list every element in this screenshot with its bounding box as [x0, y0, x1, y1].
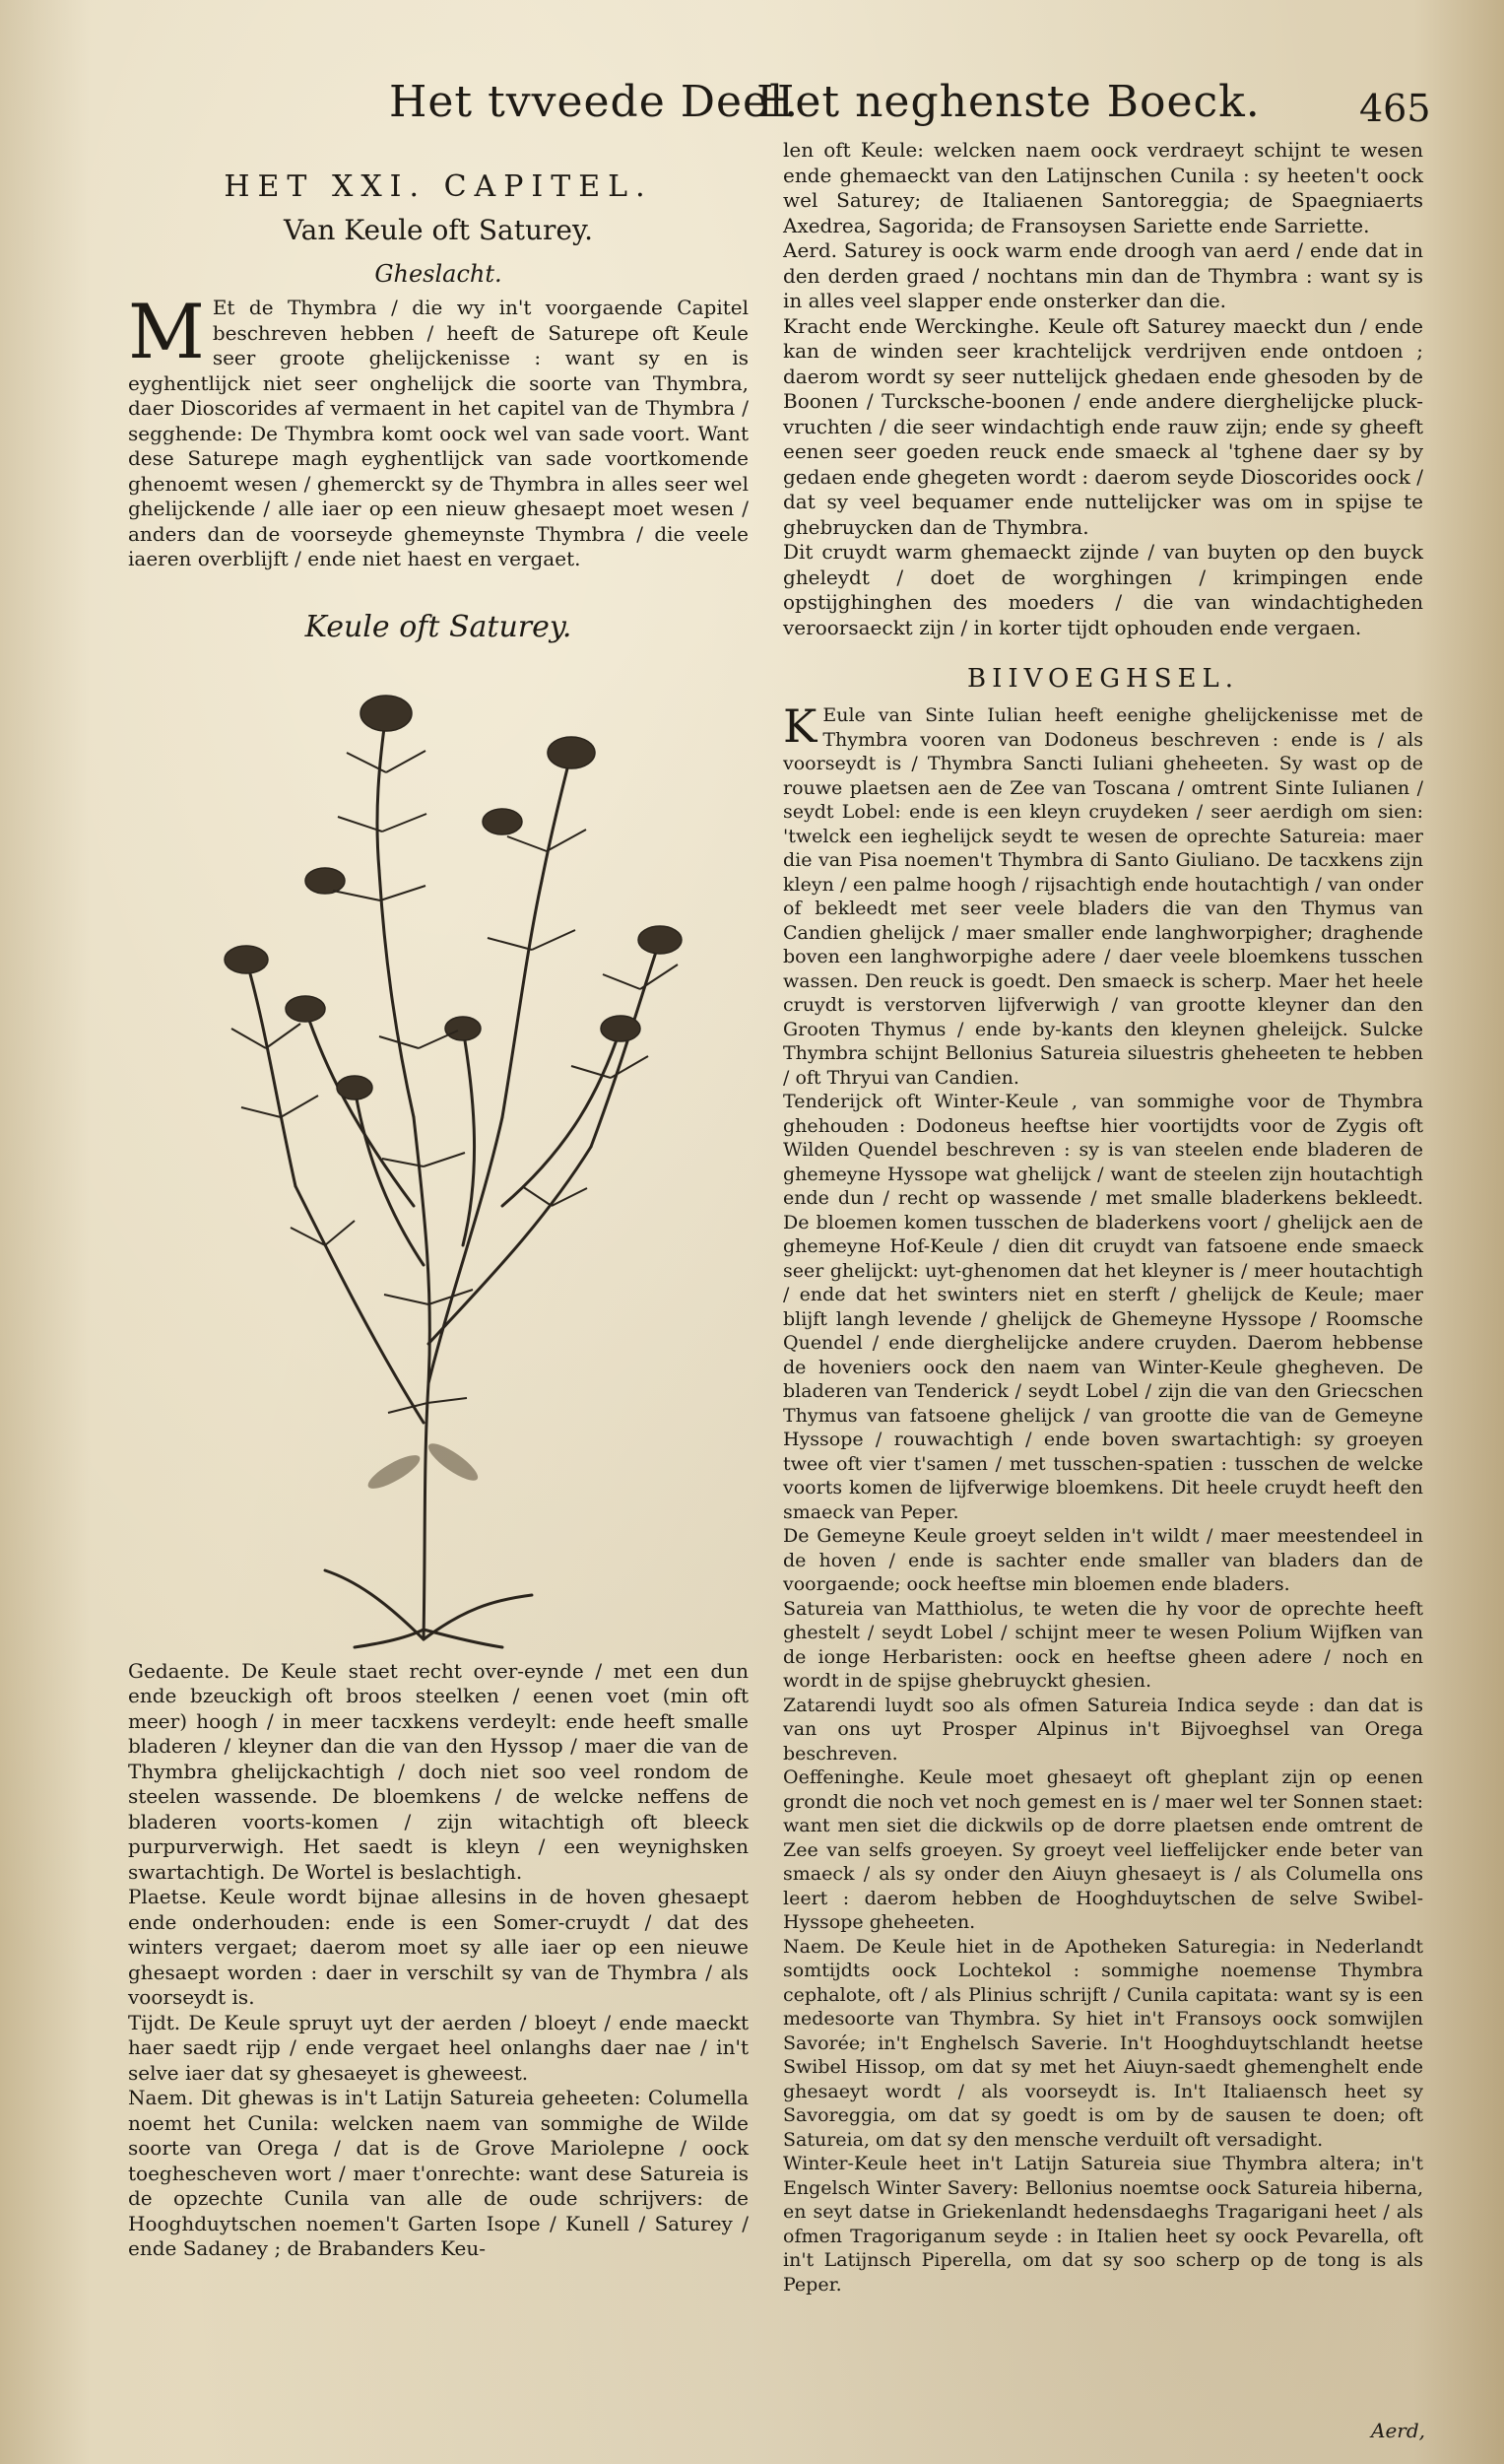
- running-header: [0, 77, 1504, 136]
- header-part-title: Het tvveede Deel.: [389, 77, 800, 127]
- bijvoeghsel-paragraph-5: Zatarendi luydt soo als ofmen Satureia Indica seyde : dan dat is van ons uyt Prosper Alpinus in't Bijvoeghsel van Orega beschreven.: [783, 1694, 1423, 1765]
- chapter-subtitle: Van Keule oft Saturey.: [284, 214, 593, 246]
- section-heading-geslacht: Gheslacht.: [374, 260, 502, 288]
- savory-plant-image: [128, 654, 749, 1649]
- left-lower-text: [128, 1659, 749, 2262]
- paragraph-naem: Naem. Dit ghewas is in't Latijn Satureia geheeten: Columella noemt het Cunila: welcken naem van sommighe de Wilde soorte van Orega / dat is de Grove Mariolepne / oock toeghescheven wort / maer t'onrechte: want dese Satureia is de opzechte Cunila van alle de oude schrijvers: de Hooghduytschen noemen't Garten Isope / Kunell / Saturey / ende Sadaney ; de Brabanders Keu-: [128, 2086, 749, 2260]
- section-heading-bijvoeghsel: BIIVOEGHSEL.: [966, 664, 1240, 694]
- bijvoeghsel-paragraph-2: Tenderijck oft Winter-Keule , van sommighe voor de Thymbra ghehouden : Dodoneus heeftse hier voortijdts voor de Zygis oft Wilden Quendel beschreven : sy is van steelen ende bladeren de ghemeyne Hyssope wat ghelijck / want de steelen zijn houtachtigh ende dun / recht op wassende / met smalle bladerkens bekleedt. De bloemen komen tusschen de bladerkens voort / ghelijck aen de ghemeyne Hof-Keule / dien dit cruydt van fatsoene ende smaeck seer ghelijckt: uyt-ghenomen dat het kleyner is / meer houtachtigh / ende dat het swinters niet en sterft / ghelijck de Keule; maer blijft langh levende / ghelijck de Ghemeyne Hyssope / Roomsche Quendel / ende dierghelijcke andere cruyden. Daerom hebbense de hoveniers oock den naem van Winter-Keule ghegheven. De bladeren van Tenderick / seydt Lobel / zijn die van den Griecschen Thymus van fatsoene ghelijck / van grootte die van de Gemeyne Hyssope / rouwachtigh / ende boven swartachtigh: sy groeyen twee oft vier t'samen / met tusschen-spatien : tusschen de welcke voorts komen de lijfverwige bloemkens. Dit heele cruydt heeft den smaeck van Peper.: [783, 1091, 1423, 1523]
- intro-paragraph: [128, 288, 749, 572]
- bijvoeghsel-paragraph-3: De Gemeyne Keule groeyt selden in't wildt / maer meestendeel in de hoven / ende is sachter ende smaller van bladers dan de voorgaende; oock heeftse min bloemen ende bladers.: [783, 1525, 1423, 1595]
- right-column: [783, 138, 1423, 2297]
- paragraph-kracht: Kracht ende Werckinghe. Keule oft Saturey maeckt dun / ende kan de winden seer krachtelijck verdrijven ende ontdoen ; daerom wordt sy seer nuttelijck ghedaen ende ghesoden by de Boonen / Turcksche-boonen / ende andere dierghelijcke pluck-vruchten / die seer windachtigh ende rauw zijn; ende sy gheeft eenen seer goeden reuck ende smaeck al 'tghene daer sy by gedaen ende ghegeten wordt : daerom seyde Dioscorides oock / dat sy veel bequamer ende nuttelijcker was om in spijse te ghebruycken dan de Thymbra.: [783, 313, 1424, 539]
- paragraph-tijdt: Tijdt. De Keule spruyt uyt der aerden / bloeyt / ende maeckt haer saedt rijp / ende vergaet heel onlanghs daer nae / in't selve iaer dat sy ghesaeyet is gheweest.: [128, 2010, 749, 2085]
- bijvoeghsel-paragraph-4: Satureia van Matthiolus, te weten die hy voor de oprechte heeft ghestelt / seydt Lobel / schijnt meer te wesen Polium Wijfken van de ionge Herbaristen: oock en heeftse gheen adere / noch en wordt in de spijse ghebruyckt ghesien.: [783, 1597, 1423, 1692]
- page-number: 465: [1359, 87, 1431, 130]
- bijvoeghsel-paragraph-1: [783, 699, 1423, 1090]
- intro-text: Et de Thymbra / die wy in't voorgaende Capitel beschreven hebben / heeft de Saturepe oft Keule seer groote ghelijckenisse : want sy en is eyghentlijck niet seer onghelijck die soorte van Thymbra, daer Dioscorides af vermaent in het capitel van de Thymbra / segghende: De Thymbra komt oock wel van sade voort. Want dese Saturepe magh eyghentlijck van sade voortkomende ghenoemt wesen / ghemerckt sy de Thymbra in alles seer wel ghelijckende / alle iaer op een nieuw ghesaept moet wesen / anders dan de voorseyde ghemeynste Thymbra / die veele iaeren overblijft / ende niet haest en vergaet.: [128, 296, 749, 570]
- paragraph-aerd: Aerd. Saturey is oock warm ende droogh van aerd / ende dat in den derden graed / nochtans min dan de Thymbra : want sy is in alles veel slapper ende onsterker dan die.: [783, 238, 1423, 312]
- bijvoeghsel-paragraph-7: Naem. De Keule hiet in de Apotheken Saturegia: in Nederlandt somtijdts oock Lochtekol : sommighe noemense Thymbra cephalote, oft / als Plinius schrijft / Cunila capitata: want sy is een medesoorte van Thymbra. Sy hiet in't Fransoys oock somwijlen Savorée; in't Enghelsch Saverie. In't Hooghduytschlandt heetse Swibel Hissop, om dat sy met het Aiuyn-saedt ghemenghelt ende ghesaeyt wordt / als voorseydt is. In't Italiaensch heet sy Savoreggia, om dat sy goedt is om by de sausen te doen; oft Satureia, om dat sy den mensche verduilt oft versadight.: [783, 1935, 1423, 2151]
- paragraph-continued: len oft Keule: welcken naem oock verdraeyt schijnt te wesen ende ghemaeckt van den Latijnschen Cunila : sy heeten't oock wel Saturey; de Italiaenen Santoreggia; de Spaegniaerts Axedrea, Sagorida; de Fransoysen Sariette ende Sarriette.: [783, 138, 1423, 237]
- bijvoeghsel-paragraph-8: Winter-Keule heet in't Latijn Satureia siue Thymbra altera; in't Engelsch Winter Savery: Bellonius noemtse oock Satureia hiberna, en seyt datse in Griekenlandt hedensdaeghs Tragarigani heet / als ofmen Tragoriganum seyde : in Italien heet sy oock Pevarella, oft in't Latijnsch Piperella, om dat sy soo scherp op de tong is als Peper.: [783, 2153, 1423, 2296]
- figure-caption: Keule oft Saturey.: [304, 609, 572, 644]
- drop-cap: M: [128, 288, 205, 375]
- left-column: [128, 148, 749, 2262]
- chapter-title: HET XXI. CAPITEL.: [224, 169, 653, 204]
- catchword: Aerd,: [1371, 2419, 1425, 2442]
- paragraph-gedaente: Gedaente. De Keule staet recht over-eynde / met een dun ende bzeuckigh oft broos steelken / eenen voet (min oft meer) hoogh / in meer tacxkens verdeylt: ende heeft smalle bladeren / kleyner dan die van den Hyssop / maer die van de Thymbra ghelijckachtigh / doch niet soo veel rondom de steelen wassende. De bloemkens / de welcke neffens de bladeren voorts-komen / zijn witachtigh oft bleeck purpurverwigh. Het saedt is kleyn / een weynighsken swartachtigh. De Wortel is beslachtigh.: [128, 1658, 749, 1884]
- drop-cap-k: K: [783, 699, 817, 753]
- paragraph-kracht-2: Dit cruydt warm ghemaeckt zijnde / van buyten op den buyck gheleydt / doet de worghingen / krimpingen ende opstijghinghen des moeders / die van windachtigheden veroorsaeckt zijn / in korter tijdt ophouden ende vergaen.: [783, 540, 1423, 639]
- paragraph-plaetse: Plaetse. Keule wordt bijnae allesins in de hoven ghesaept ende onderhouden: ende is een Somer-cruydt / dat des winters vergaet; daerom moet sy alle iaer op een nieuwe ghesaept worden : daer in verschilt sy van de Thymbra / als voorseydt is.: [128, 1885, 749, 2009]
- header-book-title: Het neghenste Boeck.: [756, 77, 1261, 127]
- plant-woodcut-illustration: [128, 654, 749, 1649]
- bijvoeghsel-text-1: Eule van Sinte Iulian heeft eenighe ghelijckenisse met de Thymbra vooren van Dodoneus beschreven : ende is / als voorseydt is / Thymbra Sancti Iuliani gheheeten. Sy wast op de rouwe plaetsen aen de Zee van Toscana / omtrent Sinte Iulianen / seydt Lobel: ende is een kleyn cruydeken / seer aerdigh om sien: 'twelck een ieghelijck seydt te wesen de oprechte Satureia: maer die van Pisa noemen't Thymbra di Santo Giuliano. De tacxkens zijn kleyn / een palme hoogh / rijsachtigh ende houtachtigh / van onder of bekleedt met seer veele bladers die van den Thymus van Candien ghelijck / maer smaller ende langhworpigher; draghende boven een langhworpighe adere / daer veele bloemkens tusschen wassen. Den reuck is goedt. Den smaeck is scherp. Maer het heele cruydt is verstorven lijfverwigh / van grootte kleyner dan den Grooten Thymus / ende by-kants den kleynen gheleijck. Sulcke Thymbra schijnt Bellonius Satureia siluestris gheheeten te hebben / oft Thryui van Candien.: [783, 704, 1423, 1089]
- bijvoeghsel-paragraph-6: Oeffeninghe. Keule moet ghesaeyt oft gheplant zijn op eenen grondt die noch vet noch gemest en is / maer wel ter Sonnen staet: want men siet die dickwils op de dorre plaetsen ende omtrent de Zee van selfs groeyen. Sy groeyt veel lieffelijcker ende beter van smaeck / als sy onder den Aiuyn ghesaeyt is / als Columella ons leert : daerom hebben de Hooghduytschen de selve Swibel-Hyssope gheheeten.: [783, 1766, 1423, 1933]
